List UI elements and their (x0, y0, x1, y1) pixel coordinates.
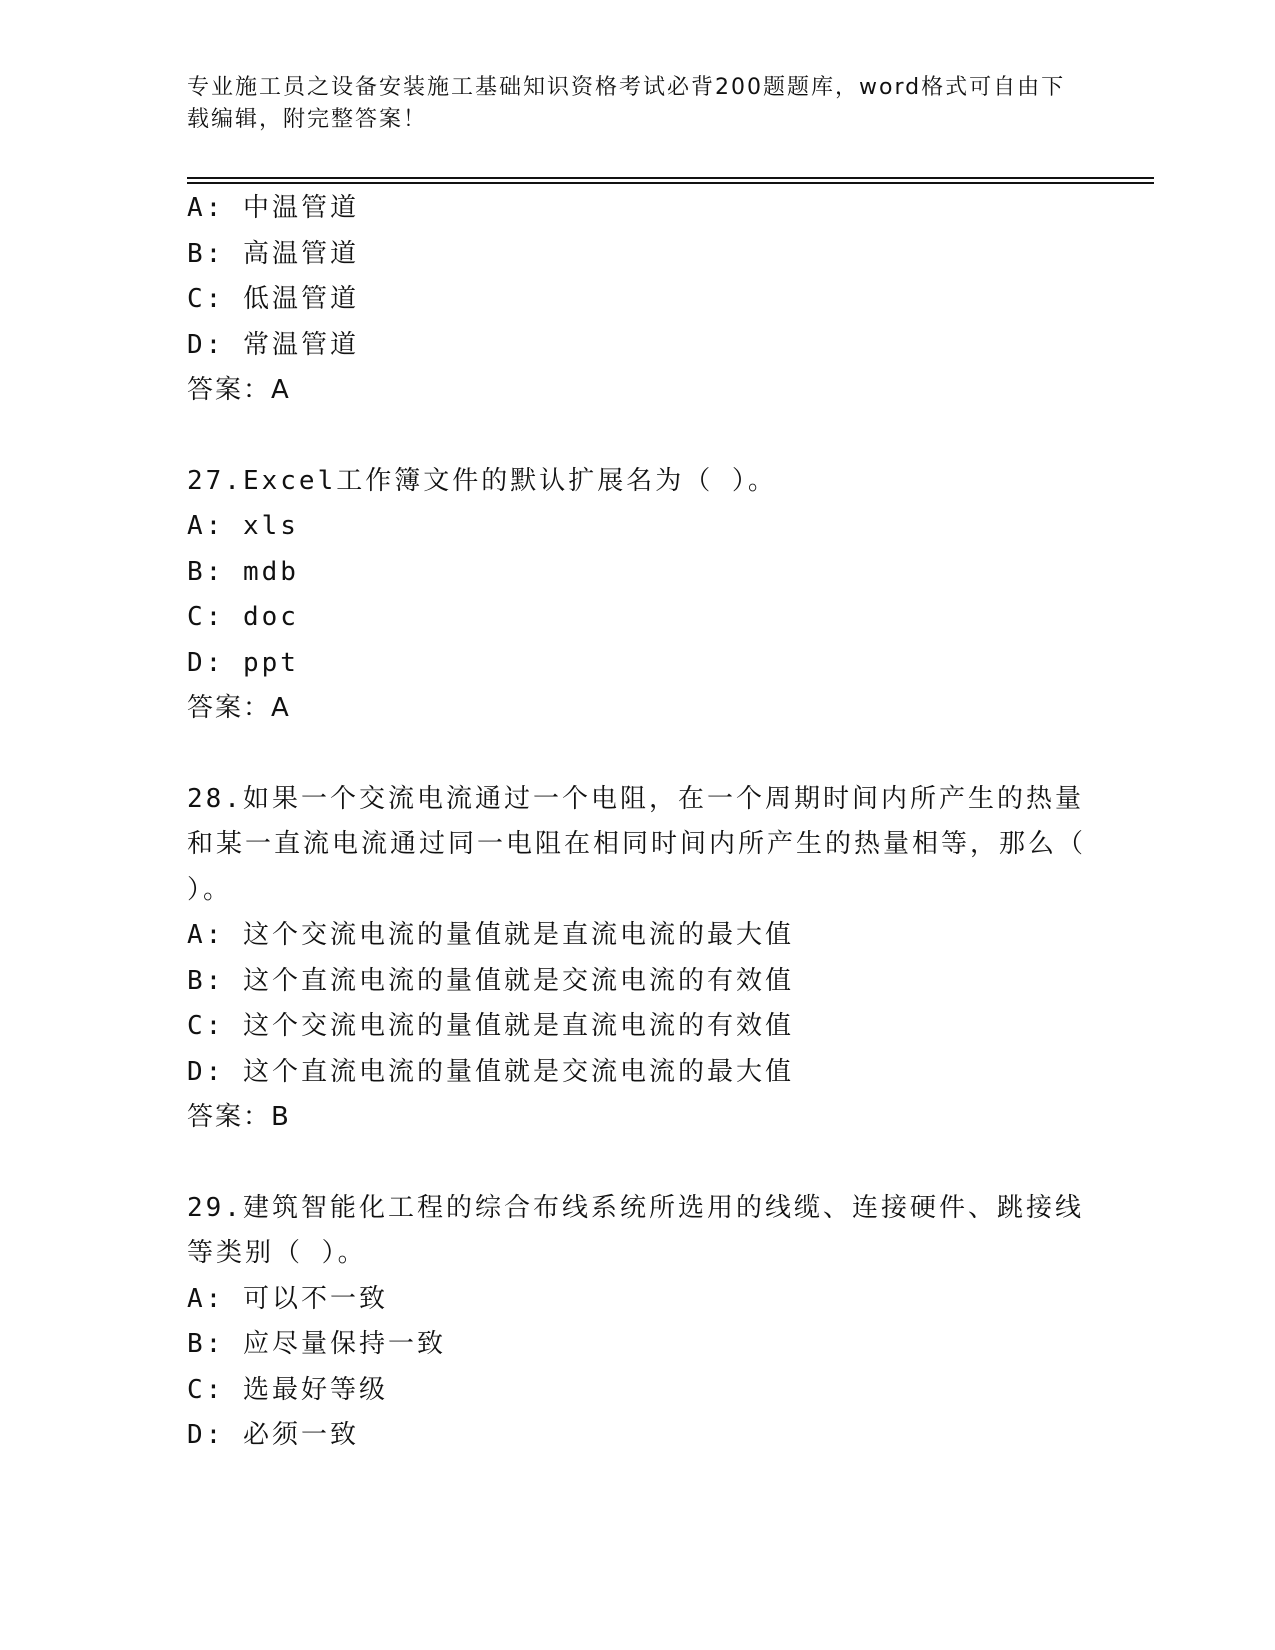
option-letter: B: (187, 238, 225, 269)
option-a (187, 186, 1087, 232)
option-letter: C: (187, 1011, 225, 1041)
question-content (187, 186, 1087, 1459)
option-c (187, 277, 1087, 323)
option-text: 这个直流电流的量值就是交流电流的最大值 (242, 1056, 794, 1087)
option-b (187, 959, 1087, 1005)
option-text: 应尽量保持一致 (242, 1329, 446, 1359)
option-letter: A: (187, 920, 225, 950)
question-28 (187, 777, 1087, 1141)
option-letter: D: (187, 329, 225, 360)
header-rule-bottom (187, 182, 1154, 184)
option-text: 必须一致 (242, 1420, 359, 1450)
option-letter: C: (187, 284, 225, 314)
option-d (187, 323, 1087, 369)
option-c (187, 1368, 1087, 1414)
option-text: 这个交流电流的量值就是直流电流的有效值 (242, 1011, 794, 1041)
option-text: ppt (242, 647, 299, 678)
option-d (187, 1050, 1087, 1096)
option-letter: D: (187, 1056, 225, 1087)
option-text: mdb (242, 556, 299, 587)
option-a (187, 1277, 1087, 1323)
option-letter: B: (187, 965, 225, 996)
question-26-continued (187, 186, 1087, 414)
option-letter: A: (187, 1283, 225, 1314)
option-a (187, 913, 1087, 959)
option-letter: D: (187, 647, 225, 678)
document-header: 专业施工员之设备安装施工基础知识资格考试必背200题题库，word格式可自由下载编辑，附完整答案！ (187, 75, 1066, 132)
answer-line: 答案：A (187, 693, 291, 723)
header-rule-top (187, 177, 1154, 179)
option-text: 低温管道 (242, 284, 359, 314)
option-text: 中温管道 (242, 193, 359, 223)
option-c (187, 595, 1087, 641)
question-27 (187, 459, 1087, 732)
option-letter: C: (187, 1374, 225, 1405)
option-text: xls (242, 511, 299, 541)
option-text: 这个直流电流的量值就是交流电流的有效值 (242, 965, 794, 996)
option-text: 这个交流电流的量值就是直流电流的最大值 (242, 920, 794, 950)
option-d (187, 641, 1087, 687)
answer-line: 答案：B (187, 1102, 291, 1132)
option-c (187, 1004, 1087, 1050)
option-a (187, 504, 1087, 550)
question-stem: 27.Excel工作簿文件的默认扩展名为（ ）。 (187, 465, 777, 496)
option-b (187, 550, 1087, 596)
question-29 (187, 1186, 1087, 1459)
option-letter: A: (187, 193, 225, 223)
option-letter: B: (187, 1329, 225, 1359)
option-d (187, 1413, 1087, 1459)
option-text: doc (242, 602, 299, 632)
answer-line: 答案：A (187, 375, 291, 405)
question-stem: 28.如果一个交流电流通过一个电阻，在一个周期时间内所产生的热量和某一直流电流通过同一电阻在相同时间内所产生的热量相等，那么（ ）。 (187, 783, 1087, 905)
option-letter: B: (187, 556, 225, 587)
option-b (187, 1322, 1087, 1368)
option-text: 可以不一致 (242, 1283, 388, 1314)
option-text: 选最好等级 (242, 1374, 388, 1405)
option-letter: D: (187, 1420, 225, 1450)
option-letter: C: (187, 602, 225, 632)
option-text: 高温管道 (242, 238, 359, 269)
option-text: 常温管道 (242, 329, 359, 360)
option-b (187, 232, 1087, 278)
option-letter: A: (187, 511, 225, 541)
question-stem: 29.建筑智能化工程的综合布线系统所选用的线缆、连接硬件、跳接线等类别（ ）。 (187, 1192, 1084, 1268)
